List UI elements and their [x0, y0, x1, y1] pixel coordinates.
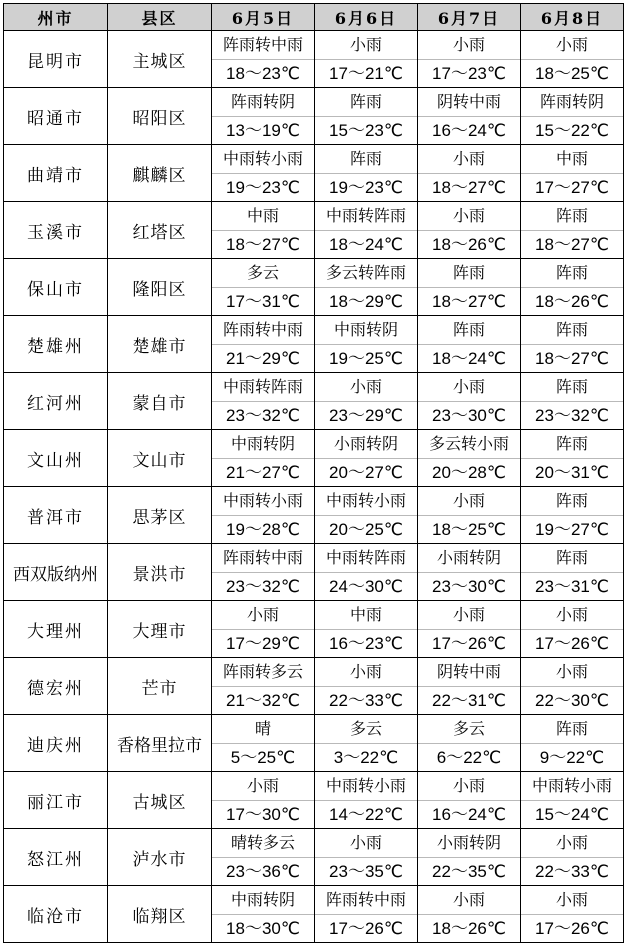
temperature-range: 18～24℃ [432, 349, 506, 368]
temperature-range: 19～23℃ [226, 178, 300, 197]
temperature-range: 17～23℃ [432, 64, 506, 83]
temperature-range: 18～24℃ [329, 235, 403, 254]
temperature-range: 21～27℃ [226, 463, 300, 482]
prefecture-cell: 红河州 [4, 373, 108, 430]
weather-condition: 阵雨转阴 [521, 88, 623, 117]
county-cell: 大理市 [108, 601, 212, 658]
forecast-cell [315, 886, 418, 943]
temperature-range: 3～22℃ [333, 748, 399, 767]
county-cell: 楚雄市 [108, 316, 212, 373]
prefecture-cell: 曲靖市 [4, 145, 108, 202]
forecast-cell [418, 316, 521, 373]
weather-condition: 小雨 [418, 886, 520, 915]
temperature-range: 23～32℃ [226, 406, 300, 425]
forecast-cell [212, 601, 315, 658]
forecast-cell [212, 202, 315, 259]
prefecture-cell: 丽江市 [4, 772, 108, 829]
weather-condition: 小雨 [418, 145, 520, 174]
prefecture-header: 州市 [4, 4, 108, 31]
temperature-range: 16～23℃ [329, 634, 403, 653]
date-header: 6月7日 [418, 4, 521, 31]
temperature-range: 15～23℃ [329, 121, 403, 140]
weather-condition: 中雨转阴 [212, 886, 314, 915]
county-cell: 临翔区 [108, 886, 212, 943]
prefecture-cell: 文山州 [4, 430, 108, 487]
forecast-cell [418, 88, 521, 145]
forecast-cell [521, 88, 624, 145]
forecast-cell [418, 373, 521, 430]
forecast-cell [521, 145, 624, 202]
table-row [4, 772, 624, 829]
weather-condition: 小雨 [521, 658, 623, 687]
temperature-range: 17～26℃ [432, 634, 506, 653]
weather-condition: 阵雨 [521, 202, 623, 231]
weather-forecast-table [3, 3, 624, 943]
county-cell: 麒麟区 [108, 145, 212, 202]
temperature-range: 21～29℃ [226, 349, 300, 368]
table-row [4, 259, 624, 316]
forecast-cell [212, 886, 315, 943]
weather-condition: 阵雨 [418, 259, 520, 288]
weather-condition: 阵雨转中雨 [212, 544, 314, 573]
temperature-range: 16～24℃ [432, 121, 506, 140]
weather-condition: 小雨 [418, 772, 520, 801]
forecast-cell [315, 373, 418, 430]
weather-condition: 中雨 [521, 145, 623, 174]
forecast-cell [315, 601, 418, 658]
weather-condition: 阵雨转中雨 [315, 886, 417, 915]
weather-condition: 小雨 [212, 601, 314, 630]
temperature-range: 23～32℃ [535, 406, 609, 425]
forecast-cell [521, 829, 624, 886]
weather-condition: 小雨转阴 [418, 829, 520, 858]
temperature-range: 24～30℃ [329, 577, 403, 596]
forecast-cell [521, 715, 624, 772]
temperature-range: 23～30℃ [432, 406, 506, 425]
weather-condition: 中雨 [315, 601, 417, 630]
weather-condition: 小雨转阴 [418, 544, 520, 573]
weather-condition: 小雨 [521, 601, 623, 630]
temperature-range: 18～26℃ [432, 235, 506, 254]
weather-condition: 中雨转小雨 [521, 772, 623, 801]
weather-condition: 阵雨 [521, 373, 623, 402]
forecast-cell [315, 544, 418, 601]
weather-condition: 中雨转小雨 [315, 772, 417, 801]
weather-condition: 小雨 [418, 373, 520, 402]
weather-condition: 中雨转阵雨 [212, 373, 314, 402]
forecast-cell [521, 430, 624, 487]
forecast-cell [212, 31, 315, 88]
weather-condition: 中雨转阴 [315, 316, 417, 345]
temperature-range: 17～26℃ [535, 634, 609, 653]
county-cell: 主城区 [108, 31, 212, 88]
weather-condition: 多云 [418, 715, 520, 744]
forecast-cell [315, 430, 418, 487]
temperature-range: 22～30℃ [535, 691, 609, 710]
temperature-range: 23～31℃ [535, 577, 609, 596]
weather-condition: 小雨 [521, 829, 623, 858]
weather-condition: 小雨 [521, 31, 623, 60]
county-cell: 隆阳区 [108, 259, 212, 316]
forecast-cell [212, 658, 315, 715]
temperature-range: 19～25℃ [329, 349, 403, 368]
weather-condition: 小雨 [418, 487, 520, 516]
forecast-cell [212, 145, 315, 202]
date-header: 6月5日 [212, 4, 315, 31]
forecast-cell [212, 88, 315, 145]
forecast-cell [418, 886, 521, 943]
temperature-range: 5～25℃ [230, 748, 296, 767]
weather-condition: 小雨 [418, 601, 520, 630]
weather-condition: 阵雨转中雨 [212, 316, 314, 345]
forecast-cell [212, 316, 315, 373]
forecast-cell [315, 316, 418, 373]
table-row [4, 316, 624, 373]
temperature-range: 18～27℃ [226, 235, 300, 254]
forecast-cell [418, 145, 521, 202]
temperature-range: 18～23℃ [226, 64, 300, 83]
table-row [4, 31, 624, 88]
forecast-cell [212, 772, 315, 829]
table-row [4, 487, 624, 544]
table-row [4, 658, 624, 715]
weather-condition: 多云转阵雨 [315, 259, 417, 288]
temperature-range: 19～27℃ [535, 520, 609, 539]
weather-condition: 阵雨 [521, 430, 623, 459]
temperature-range: 20～31℃ [535, 463, 609, 482]
forecast-cell [418, 487, 521, 544]
weather-condition: 阵雨 [521, 487, 623, 516]
forecast-cell [212, 544, 315, 601]
table-row [4, 430, 624, 487]
forecast-cell [315, 715, 418, 772]
temperature-range: 20～27℃ [329, 463, 403, 482]
prefecture-cell: 怒江州 [4, 829, 108, 886]
weather-condition: 多云 [212, 259, 314, 288]
county-cell: 昭阳区 [108, 88, 212, 145]
temperature-range: 17～31℃ [226, 292, 300, 311]
forecast-cell [521, 259, 624, 316]
weather-condition: 中雨转阴 [212, 430, 314, 459]
weather-condition: 阵雨 [521, 316, 623, 345]
prefecture-cell: 昭通市 [4, 88, 108, 145]
temperature-range: 13～19℃ [226, 121, 300, 140]
temperature-range: 23～35℃ [329, 862, 403, 881]
weather-condition: 阴转中雨 [418, 88, 520, 117]
forecast-cell [315, 145, 418, 202]
county-cell: 古城区 [108, 772, 212, 829]
temperature-range: 6～22℃ [436, 748, 502, 767]
temperature-range: 23～29℃ [329, 406, 403, 425]
temperature-range: 19～23℃ [329, 178, 403, 197]
forecast-cell [418, 430, 521, 487]
temperature-range: 17～29℃ [226, 634, 300, 653]
forecast-cell [521, 658, 624, 715]
weather-condition: 多云转小雨 [418, 430, 520, 459]
weather-condition: 阵雨转中雨 [212, 31, 314, 60]
forecast-cell [418, 658, 521, 715]
weather-condition: 阵雨 [521, 715, 623, 744]
prefecture-cell: 西双版纳州 [4, 544, 108, 601]
temperature-range: 18～27℃ [432, 178, 506, 197]
forecast-cell [212, 829, 315, 886]
weather-condition: 晴转多云 [212, 829, 314, 858]
table-row [4, 373, 624, 430]
weather-condition: 中雨转小雨 [212, 145, 314, 174]
weather-condition: 小雨转阴 [315, 430, 417, 459]
county-cell: 香格里拉市 [108, 715, 212, 772]
date-header: 6月6日 [315, 4, 418, 31]
prefecture-cell: 玉溪市 [4, 202, 108, 259]
temperature-range: 18～26℃ [432, 919, 506, 938]
table-row [4, 601, 624, 658]
prefecture-cell: 临沧市 [4, 886, 108, 943]
table-row [4, 715, 624, 772]
weather-condition: 小雨 [418, 31, 520, 60]
county-cell: 红塔区 [108, 202, 212, 259]
forecast-cell [521, 316, 624, 373]
forecast-cell [521, 487, 624, 544]
weather-condition: 阵雨转多云 [212, 658, 314, 687]
table-row [4, 829, 624, 886]
temperature-range: 15～24℃ [535, 805, 609, 824]
temperature-range: 23～30℃ [432, 577, 506, 596]
table-row [4, 886, 624, 943]
temperature-range: 17～30℃ [226, 805, 300, 824]
temperature-range: 23～36℃ [226, 862, 300, 881]
weather-condition: 阵雨 [418, 316, 520, 345]
forecast-cell [212, 487, 315, 544]
forecast-cell [418, 259, 521, 316]
temperature-range: 20～28℃ [432, 463, 506, 482]
forecast-cell [521, 886, 624, 943]
prefecture-cell: 普洱市 [4, 487, 108, 544]
weather-condition: 阵雨 [315, 145, 417, 174]
temperature-range: 18～25℃ [535, 64, 609, 83]
forecast-cell [521, 202, 624, 259]
prefecture-cell: 迪庆州 [4, 715, 108, 772]
forecast-cell [418, 772, 521, 829]
weather-condition: 阴转中雨 [418, 658, 520, 687]
temperature-range: 17～27℃ [535, 178, 609, 197]
temperature-range: 18～30℃ [226, 919, 300, 938]
weather-condition: 中雨转小雨 [315, 487, 417, 516]
weather-condition: 小雨 [521, 886, 623, 915]
temperature-range: 23～32℃ [226, 577, 300, 596]
prefecture-cell: 大理州 [4, 601, 108, 658]
forecast-cell [521, 772, 624, 829]
weather-condition: 阵雨转阴 [212, 88, 314, 117]
prefecture-cell: 德宏州 [4, 658, 108, 715]
forecast-cell [315, 829, 418, 886]
forecast-cell [315, 259, 418, 316]
weather-condition: 中雨 [212, 202, 314, 231]
table-row [4, 544, 624, 601]
header-row [4, 4, 624, 31]
temperature-range: 19～28℃ [226, 520, 300, 539]
county-cell: 思茅区 [108, 487, 212, 544]
temperature-range: 18～26℃ [535, 292, 609, 311]
table-row [4, 202, 624, 259]
forecast-cell [418, 544, 521, 601]
county-cell: 芒市 [108, 658, 212, 715]
county-cell: 景洪市 [108, 544, 212, 601]
table-body [4, 31, 624, 943]
weather-condition: 小雨 [212, 772, 314, 801]
temperature-range: 17～21℃ [329, 64, 403, 83]
county-header: 县区 [108, 4, 212, 31]
forecast-cell [315, 88, 418, 145]
temperature-range: 20～25℃ [329, 520, 403, 539]
forecast-cell [418, 202, 521, 259]
county-cell: 泸水市 [108, 829, 212, 886]
forecast-cell [212, 373, 315, 430]
temperature-range: 22～33℃ [535, 862, 609, 881]
weather-condition: 晴 [212, 715, 314, 744]
prefecture-cell: 昆明市 [4, 31, 108, 88]
temperature-range: 21～32℃ [226, 691, 300, 710]
weather-condition: 中雨转阵雨 [315, 202, 417, 231]
forecast-cell [315, 658, 418, 715]
table-row [4, 145, 624, 202]
weather-condition: 小雨 [315, 829, 417, 858]
weather-condition: 小雨 [418, 202, 520, 231]
weather-condition: 阵雨 [521, 259, 623, 288]
weather-condition: 阵雨 [521, 544, 623, 573]
temperature-range: 15～22℃ [535, 121, 609, 140]
forecast-cell [315, 202, 418, 259]
weather-condition: 中雨转阵雨 [315, 544, 417, 573]
weather-condition: 小雨 [315, 31, 417, 60]
temperature-range: 22～31℃ [432, 691, 506, 710]
county-cell: 蒙自市 [108, 373, 212, 430]
weather-condition: 阵雨 [315, 88, 417, 117]
forecast-cell [212, 259, 315, 316]
forecast-cell [521, 31, 624, 88]
forecast-cell [315, 487, 418, 544]
forecast-cell [418, 829, 521, 886]
forecast-cell [315, 772, 418, 829]
date-header: 6月8日 [521, 4, 624, 31]
forecast-cell [418, 31, 521, 88]
temperature-range: 18～27℃ [535, 349, 609, 368]
forecast-cell [212, 715, 315, 772]
weather-condition: 中雨转小雨 [212, 487, 314, 516]
temperature-range: 18～27℃ [432, 292, 506, 311]
temperature-range: 18～29℃ [329, 292, 403, 311]
forecast-cell [521, 601, 624, 658]
temperature-range: 18～27℃ [535, 235, 609, 254]
temperature-range: 22～33℃ [329, 691, 403, 710]
prefecture-cell: 保山市 [4, 259, 108, 316]
table-row [4, 88, 624, 145]
temperature-range: 14～22℃ [329, 805, 403, 824]
temperature-range: 18～25℃ [432, 520, 506, 539]
weather-condition: 多云 [315, 715, 417, 744]
forecast-cell [521, 544, 624, 601]
forecast-cell [521, 373, 624, 430]
temperature-range: 9～22℃ [539, 748, 605, 767]
weather-condition: 小雨 [315, 373, 417, 402]
county-cell: 文山市 [108, 430, 212, 487]
temperature-range: 17～26℃ [329, 919, 403, 938]
prefecture-cell: 楚雄州 [4, 316, 108, 373]
temperature-range: 22～35℃ [432, 862, 506, 881]
temperature-range: 17～26℃ [535, 919, 609, 938]
weather-condition: 小雨 [315, 658, 417, 687]
forecast-cell [212, 430, 315, 487]
forecast-cell [418, 601, 521, 658]
forecast-cell [418, 715, 521, 772]
forecast-cell [315, 31, 418, 88]
temperature-range: 16～24℃ [432, 805, 506, 824]
